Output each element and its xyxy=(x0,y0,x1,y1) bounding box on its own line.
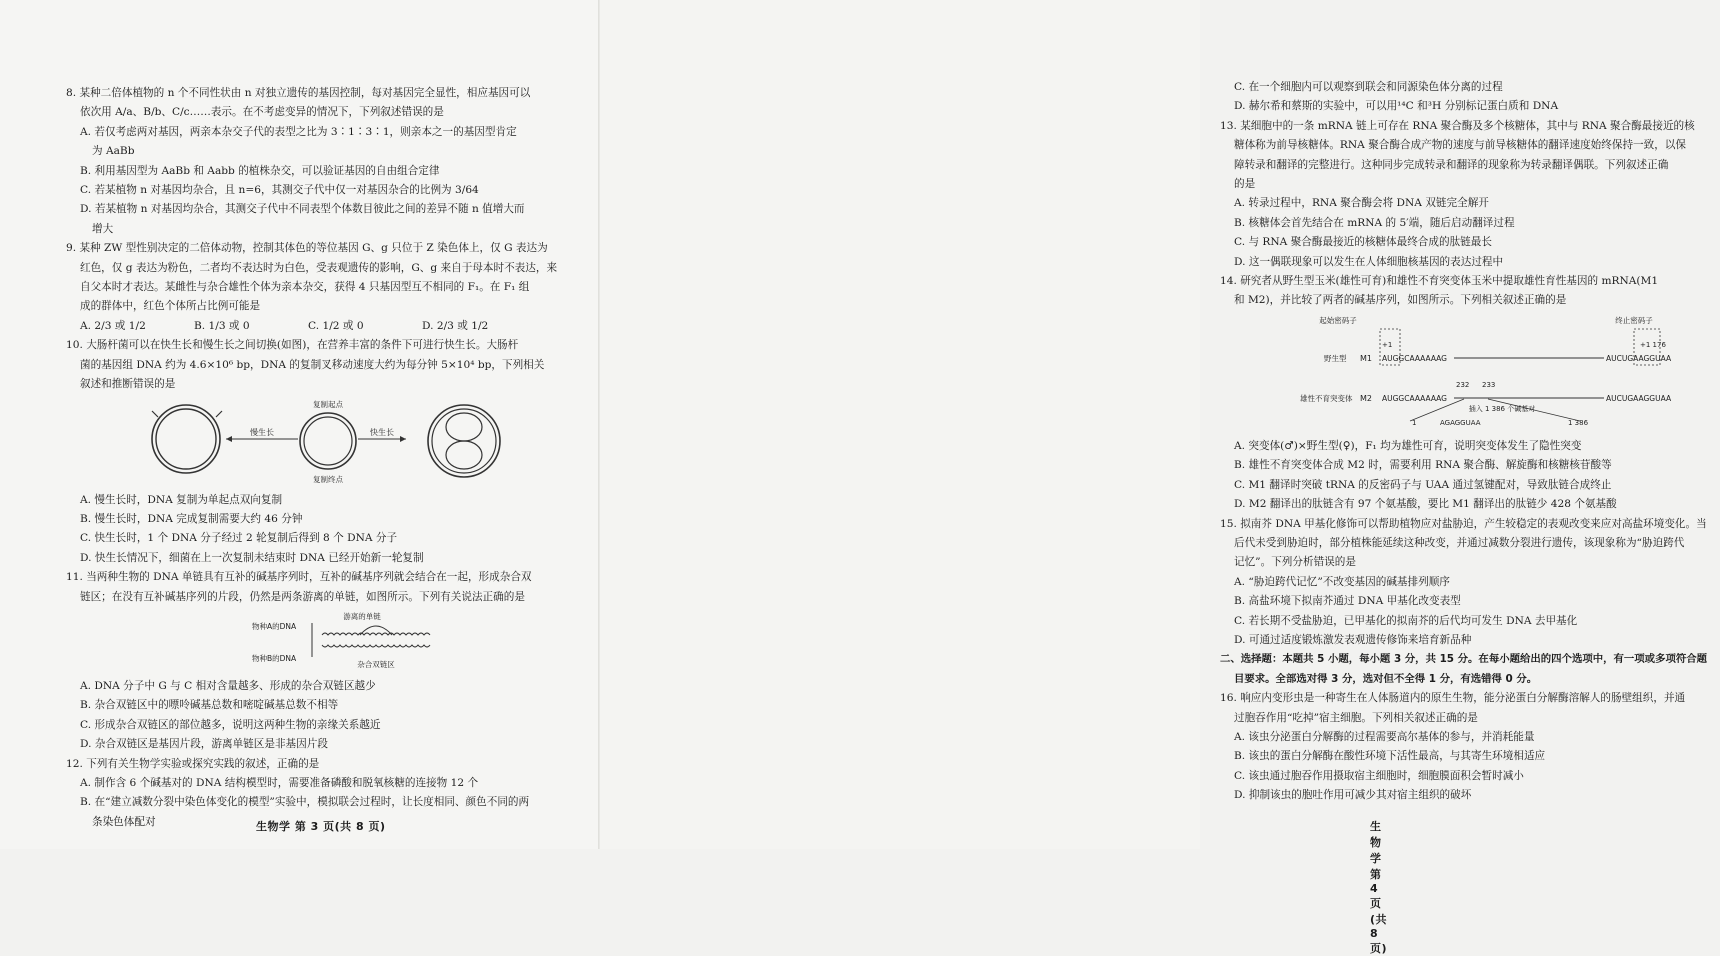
stop-codon-label: 终止密码子 xyxy=(1615,315,1653,325)
page-4 xyxy=(600,0,1708,955)
q15-stem-line: 后代未受到胁迫时，部分植株能延续这种改变，并通过减数分裂进行遗传，该现象称为“胁迫跨代 xyxy=(1234,536,1685,549)
q16-stem-line: 过胞吞作用“吃掉”宿主细胞。下列相关叙述正确的是 xyxy=(1234,711,1478,724)
q14-option: C. M1 翻译时突破 tRNA 的反密码子与 UAA 通过氢键配对，导致肽链合成终止 xyxy=(1234,478,1612,491)
q10-stem-line: 菌的基因组 DNA 约为 4.6×10⁶ bp，DNA 的复制叉移动速度大约为每分钟 5×10⁴ bp，下列相关 xyxy=(80,358,545,371)
origin-label: 复制起点 xyxy=(313,399,343,409)
page-3 xyxy=(0,0,600,849)
q9-stem-line: 自父本时才表达。某雌性与杂合雄性个体为亲本杂交，获得 4 只基因型互不相同的 F₁。在 F₁ 组 xyxy=(80,281,530,294)
q8-option: C. 若某植物 n 对基因均杂合，且 n=6，其测交子代中仅一对基因杂合的比例为 3/64 xyxy=(80,184,479,197)
q13-stem-line: 13. 某细胞中的一条 mRNA 链上可存在 RNA 聚合酶及多个核糖体，其中与 RNA 聚合酶最接近的核 xyxy=(1220,119,1695,132)
left-column xyxy=(66,84,560,832)
m1-seq-end: AUCUGAAGGUAA xyxy=(1606,353,1672,363)
q10-stem-line: 10. 大肠杆菌可以在快生长和慢生长之间切换(如图)，在营养丰富的条件下可进行快生长。大肠杆 xyxy=(66,339,519,352)
m1-seq-start: AUGGCAAAAAAG xyxy=(1382,353,1447,363)
q11-option: B. 杂合双链区中的嘌呤碱基总数和嘧啶碱基总数不相等 xyxy=(80,699,339,712)
q12-option: B. 在“建立减数分裂中染色体变化的模型”实验中，模拟联会过程时，让长度相同、颜色不同的两 xyxy=(80,796,530,809)
hybrid-region-label: 杂合双链区 xyxy=(357,659,395,669)
q13-stem-line: 的是 xyxy=(1234,178,1256,191)
q10-stem-line: 叙述和推断错误的是 xyxy=(80,378,176,391)
right-column xyxy=(1220,78,1720,806)
q16-option: A. 该虫分泌蛋白分解酶的过程需要高尔基体的参与，并消耗能量 xyxy=(1234,730,1535,743)
replication-diagram xyxy=(66,397,560,485)
q14-option: A. 突变体(♂)×野生型(♀)，F₁ 均为雄性可育，说明突变体发生了隐性突变 xyxy=(1234,439,1582,452)
q9-option: C. 1/2 或 0 xyxy=(308,319,364,332)
q15-option: A. “胁迫跨代记忆”不改变基因的碱基排列顺序 xyxy=(1234,575,1450,588)
q11-stem-line: 11. 当两种生物的 DNA 单链具有互补的碱基序列时，互补的碱基序列就会结合在一起，形成杂合双 xyxy=(66,571,532,584)
page-footer-right: 生物学 第 4 页(共 8 页) xyxy=(1370,820,1388,955)
q13-option: D. 这一偶联现象可以发生在人体细胞核基因的表达过程中 xyxy=(1234,255,1504,268)
insert-label: 插入 1 386 个碱基对 xyxy=(1468,404,1536,413)
q9-option: A. 2/3 或 1/2 xyxy=(80,319,146,332)
m2-label: M2 xyxy=(1360,393,1372,403)
q9-option: D. 2/3 或 1/2 xyxy=(422,319,489,332)
q15-stem-line: 15. 拟南芥 DNA 甲基化修饰可以帮助植物应对盐胁迫，产生较稳定的表观改变来应对高盐环境变化。当 xyxy=(1220,517,1707,530)
q16-stem-line: 16. 响应内变形虫是一种寄生在人体肠道内的原生生物，能分泌蛋白分解酶溶解人的肠壁组织，并通 xyxy=(1220,692,1686,705)
species-a-label: 物种A的DNA xyxy=(252,621,297,631)
q8-option: 为 AaBb xyxy=(92,145,135,158)
pos-232: 232 xyxy=(1456,380,1470,389)
insert-seq: AGAGGUAA xyxy=(1440,418,1481,427)
q16-option: C. 该虫通过胞吞作用摄取宿主细胞时，细胞膜面积会暂时减小 xyxy=(1234,769,1524,782)
q11-option: D. 杂合双链区是基因片段，游离单链区是非基因片段 xyxy=(80,738,328,751)
q10-option: D. 快生长情况下，细菌在上一次复制未结束时 DNA 已经开始新一轮复制 xyxy=(80,551,424,564)
q15-option: B. 高盐环境下拟南芥通过 DNA 甲基化改变表型 xyxy=(1234,595,1461,608)
pos-233: 233 xyxy=(1482,380,1496,389)
q12-option: C. 在一个细胞内可以观察到联会和同源染色体分离的过程 xyxy=(1234,81,1503,93)
q15-option: C. 若长期不受盐胁迫，已甲基化的拟南芥的后代均可发生 DNA 去甲基化 xyxy=(1234,614,1578,627)
free-strand-label: 游离的单链 xyxy=(343,611,381,621)
insert-start: 1 xyxy=(1412,418,1417,427)
mutant-label: 雄性不育突变体 xyxy=(1300,393,1353,403)
q13-stem-line: 糖体称为前导核糖体。RNA 聚合酶合成产物的速度与前导核糖体的翻译速度始终保持一致，以保 xyxy=(1234,139,1687,152)
q9-stem-line: 9. 某种 ZW 型性别决定的二倍体动物，控制其体色的等位基因 G、g 只位于 Z 染色体上，仅 G 表达为 xyxy=(66,242,548,255)
mrna-diagram xyxy=(1220,313,1720,431)
q8-stem-line: 8. 某种二倍体植物的 n 个不同性状由 n 对独立遗传的基因控制，每对基因完全显性，相应基因可以 xyxy=(66,87,531,99)
m1-label: M1 xyxy=(1360,353,1372,363)
q8-option: B. 利用基因型为 AaBb 和 Aabb 的植株杂交，可以验证基因的自由组合定律 xyxy=(80,164,440,177)
hybrid-diagram xyxy=(66,609,560,671)
q15-stem-line: 记忆”。下列分析错误的是 xyxy=(1234,556,1356,569)
q16-option: D. 抑制该虫的胞吐作用可减少其对宿主组织的破坏 xyxy=(1234,789,1472,802)
q14-option: D. M2 翻译出的肽链含有 97 个氨基酸，要比 M1 翻译出的肽链少 428 个氨基酸 xyxy=(1234,498,1617,511)
species-b-label: 物种B的DNA xyxy=(252,653,297,663)
q12-option: 条染色体配对 xyxy=(92,815,156,828)
q10-option: A. 慢生长时，DNA 复制为单起点双向复制 xyxy=(80,493,283,506)
q10-option: B. 慢生长时，DNA 完成复制需要大约 46 分钟 xyxy=(80,512,303,525)
q16-option: B. 该虫的蛋白分解酶在酸性环境下活性最高，与其寄生环境相适应 xyxy=(1234,750,1546,763)
start-codon-label: 起始密码子 xyxy=(1319,315,1357,325)
q9-stem-line: 成的群体中，红色个体所占比例可能是 xyxy=(80,300,261,313)
q10-option: C. 快生长时，1 个 DNA 分子经过 2 轮复制后得到 8 个 DNA 分子 xyxy=(80,532,398,545)
page-footer-left: 生物学 第 3 页(共 8 页) xyxy=(256,820,386,833)
q12-option: D. 赫尔希和蔡斯的实验中，可以用¹⁴C 和³H 分别标记蛋白质和 DNA xyxy=(1234,100,1559,113)
q8-option: A. 若仅考虑两对基因，两亲本杂交子代的表型之比为 3∶1∶3∶1，则亲本之一的基因型肯定 xyxy=(80,125,517,138)
q13-option: C. 与 RNA 聚合酶最接近的核糖体最终合成的肽链最长 xyxy=(1234,236,1492,249)
q9-stem-line: 红色，仅 g 表达为粉色，二者均不表达时为白色，受表观遗传的影响，G、g 来自于母本时不表达，来 xyxy=(80,261,558,274)
q14-option: B. 雄性不育突变体合成 M2 时，需要利用 RNA 聚合酶、解旋酶和核糖核苷酸等 xyxy=(1234,459,1612,472)
q12-option: A. 制作含 6 个碱基对的 DNA 结构模型时，需要准备磷酸和脱氧核糖的连接物 12 个 xyxy=(80,776,479,789)
q14-stem-line: 14. 研究者从野生型玉米(雄性可育)和雄性不育突变体玉米中提取雄性育性基因的 mRNA(M1 xyxy=(1220,275,1659,288)
slow-growth-label: 慢生长 xyxy=(250,427,274,437)
q12-stem-line: 12. 下列有关生物学实验或探究实践的叙述，正确的是 xyxy=(66,757,320,770)
q11-option: C. 形成杂合双链区的部位越多，说明这两种生物的亲缘关系越近 xyxy=(80,718,381,731)
pos-plus1: +1 xyxy=(1382,340,1393,349)
q13-option: A. 转录过程中，RNA 聚合酶会将 DNA 双链完全解开 xyxy=(1234,197,1489,210)
q11-option: A. DNA 分子中 G 与 C 相对含量越多、形成的杂合双链区越少 xyxy=(80,679,376,692)
q14-mrna-figure xyxy=(1220,313,1720,435)
q13-stem-line: 障转录和翻译的完整进行。这种同步完成转录和翻译的现象称为转录翻译偶联。下列叙述正确 xyxy=(1234,158,1669,171)
q9-options xyxy=(66,317,560,336)
q14-stem-line: 和 M2)，并比较了两者的碱基序列，如图所示。下列相关叙述正确的是 xyxy=(1234,294,1567,307)
section-2-heading: 目要求。全部选对得 3 分，选对但不全得 1 分，有选错得 0 分。 xyxy=(1234,672,1538,685)
pos-1176: +1 176 xyxy=(1640,340,1666,349)
section-2-heading: 二、选择题：本题共 5 小题，每小题 3 分，共 15 分。在每小题给出的四个选项中，有一项或多项符合题 xyxy=(1220,653,1708,666)
m2-seq-end: AUCUGAAGGUAA xyxy=(1606,393,1672,403)
q13-option: B. 核糖体会首先结合在 mRNA 的 5′端，随后启动翻译过程 xyxy=(1234,216,1515,229)
q10-replication-figure xyxy=(66,397,560,489)
q11-stem-line: 链区；在没有互补碱基序列的片段，仍然是两条游离的单链，如图所示。下列有关说法正确的是 xyxy=(80,590,525,603)
terminus-label: 复制终点 xyxy=(313,474,343,484)
q15-option: D. 可通过适度锻炼激发表观遗传修饰来培育新品种 xyxy=(1234,633,1472,646)
q8-stem-line: 依次用 A/a、B/b、C/c……表示。在不考虑变异的情况下，下列叙述错误的是 xyxy=(80,106,444,119)
q9-option: B. 1/3 或 0 xyxy=(194,319,250,332)
q11-hybrid-figure xyxy=(66,609,560,675)
insert-end: 1 386 xyxy=(1568,418,1589,427)
q8-option: D. 若某植物 n 对基因均杂合，其测交子代中不同表型个体数目彼此之间的差异不随 n 值增大而 xyxy=(80,203,525,216)
wild-type-label: 野生型 xyxy=(1324,353,1347,363)
q8-option: 增大 xyxy=(92,222,114,235)
m2-seq-start: AUGGCAAAAAAG xyxy=(1382,393,1447,403)
fast-growth-label: 快生长 xyxy=(370,427,394,437)
